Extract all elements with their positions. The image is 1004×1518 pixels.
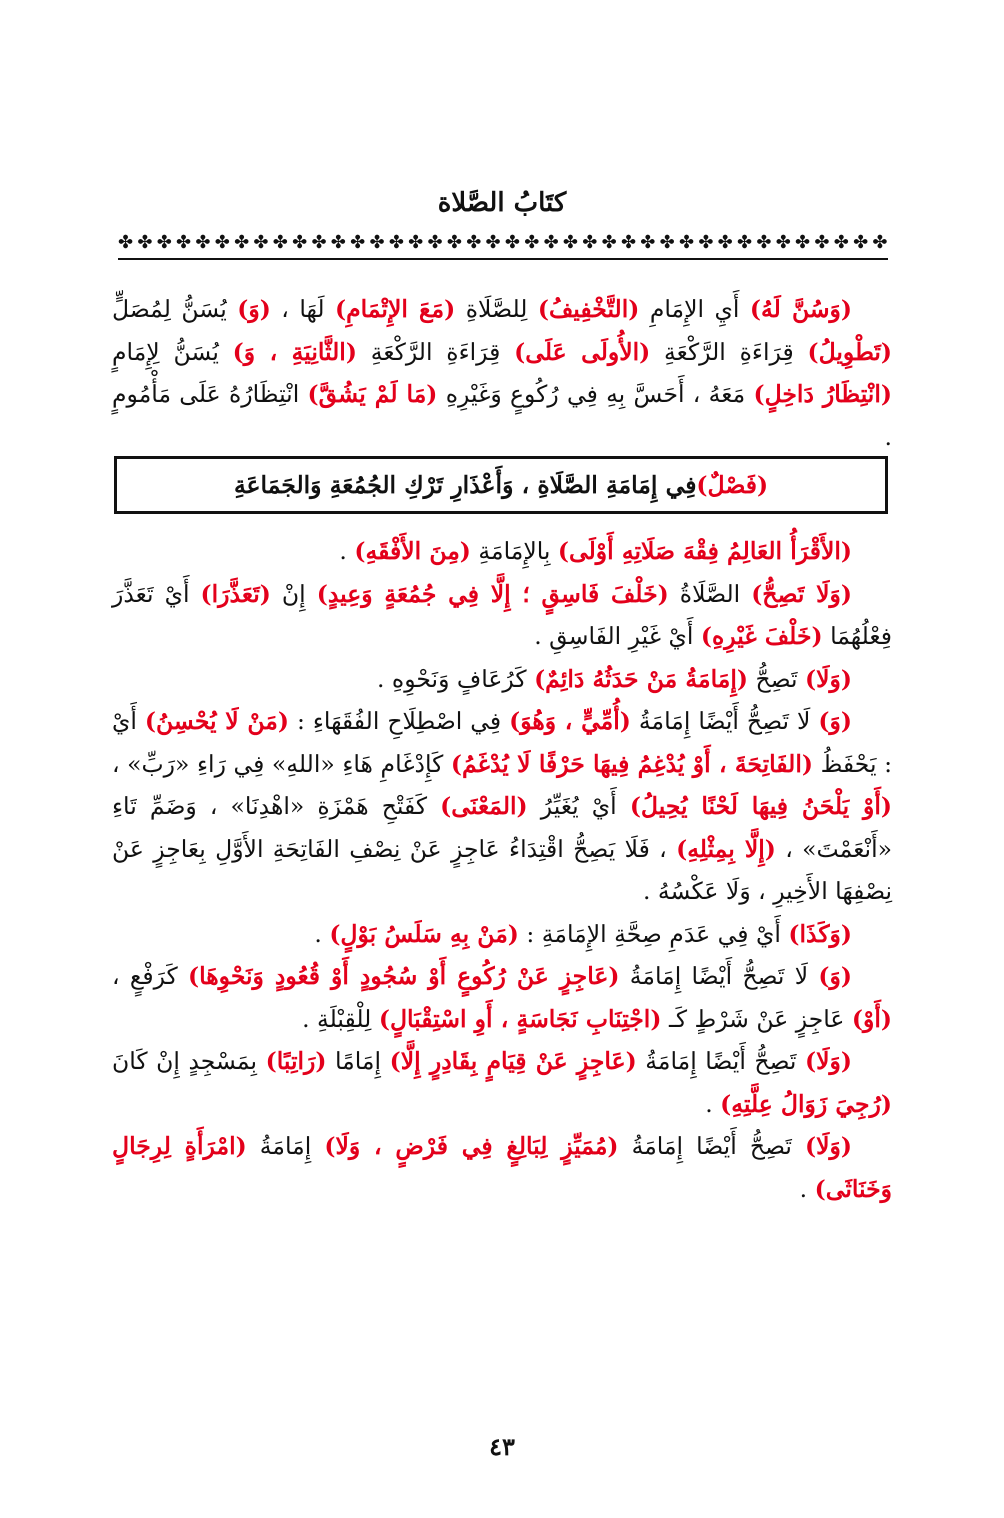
ornament-flower-icon: ✤ (195, 232, 211, 253)
sharh-text: أَيْ تَعَذَّرَ فِعْلُهُمَا (112, 579, 892, 650)
sharh-text: . (339, 537, 355, 565)
paragraph-3 (112, 573, 892, 658)
matn-text: (وَ) (818, 962, 852, 990)
running-header-title: كتَابُ الصَّلاة (437, 188, 567, 218)
ornament-flower-icon: ✤ (756, 232, 772, 253)
sharh-text: بِالإِمَامَةِ (470, 537, 558, 565)
ornament-flower-icon: ✤ (562, 232, 578, 253)
sharh-text: لِلْقِبْلَةِ . (302, 1004, 379, 1033)
matn-text: (الفَاتِحَةَ ، أَوْ يُدْغِمُ فِيهَا حَرْفًا لَا يُدْغَمُ) (450, 749, 813, 778)
ornament-flower-icon: ✤ (369, 232, 385, 253)
matn-text: (رَاتِبًا) (265, 1047, 327, 1075)
ornament-flower-icon: ✤ (311, 232, 327, 253)
ornament-flower-icon: ✤ (466, 232, 482, 253)
fasl-title: فِي إِمَامَةِ الصَّلَاةِ ، وَأَعْذَارِ تَرْكِ الجُمُعَةِ وَالجَمَاعَةِ (233, 471, 697, 499)
sharh-text: بِمَسْجِدٍ إِنْ كَانَ (112, 1047, 266, 1075)
ornament-flower-icon: ✤ (853, 232, 869, 253)
ornament-flower-icon: ✤ (330, 232, 346, 253)
matn-text: (اجْتِنَابِ نَجَاسَةٍ ، أَوِ اسْتِقْبَالٍ) (378, 1004, 662, 1033)
sharh-text: قِرَاءَةِ الرَّكْعَةِ (356, 337, 515, 366)
matn-text: (رُجِيَ زَوَالُ عِلَّتِهِ) (720, 1089, 892, 1118)
sharh-text: أَيْ : يَحْفَظُ (112, 707, 892, 778)
sharh-text: مَعَهُ ، أَحَسَّ بِهِ فِي رُكُوعٍ وَغَيْرِهِ (437, 380, 754, 408)
matn-text: (مِنَ الأَفْقَهِ) (354, 537, 471, 565)
sharh-text: كَرَفْعٍ ، (112, 962, 189, 990)
sharh-text: قِرَاءَةِ الرَّكْعَةِ (650, 337, 808, 366)
ornament-flower-icon: ✤ (156, 232, 172, 253)
ornament-flower-icon: ✤ (253, 232, 269, 253)
matn-text: (انْتِظَارُ دَاخِلٍ) (753, 380, 892, 408)
paragraph-8 (112, 1040, 892, 1125)
ornament-flower-icon: ✤ (543, 232, 559, 253)
matn-text: (إِمَامَةُ مَنْ حَدَثُهُ دَائِمٌ) (534, 664, 748, 693)
ornament-flower-icon: ✤ (524, 232, 540, 253)
sharh-text: لَا تَصِحُّ أَيْضًا إِمَامَةُ (630, 707, 819, 735)
paragraph-6 (112, 913, 892, 956)
matn-text: (وَ) (818, 707, 852, 735)
main-body (112, 530, 892, 1210)
sharh-text: فِي اصْطِلَاحِ الفُقَهَاءِ : (288, 707, 510, 735)
ornament-flower-icon: ✤ (485, 232, 501, 253)
sharh-text: أَيِ الإِمَامِ (639, 295, 750, 323)
sharh-text: الصَّلَاةُ (668, 579, 752, 608)
matn-text: (خَلْفَ فَاسِقٍ ؛ إِلَّا فِي جُمُعَةٍ وَعِيدٍ) (316, 579, 669, 608)
sharh-text: يُسَنُّ لِإِمَامٍ (112, 337, 233, 366)
fasl-label: (فَصْلٌ) (696, 471, 769, 499)
matn-text: (أُمِّيٍّ ، وَهُوَ) (509, 707, 631, 735)
paragraph-5 (112, 700, 892, 913)
sharh-text: يُسَنُّ لِمُصَلٍّ (112, 295, 238, 323)
matn-text: (عَاجِزٍ عَنْ رُكُوعٍ أَوْ سُجُودٍ أَوْ قُعُودٍ وَنَحْوِهَا) (188, 962, 620, 990)
ornament-flower-icon: ✤ (795, 232, 811, 253)
ornament-flower-icon: ✤ (272, 232, 288, 253)
matn-text: (التَّخْفِيفُ) (537, 295, 640, 323)
paragraph-2 (112, 530, 892, 573)
page-number: ٤٣ (489, 1432, 515, 1461)
matn-text: (تَعَذَّرَا) (200, 579, 271, 608)
ornament-flower-icon: ✤ (408, 232, 424, 253)
ornament-flower-icon: ✤ (814, 232, 830, 253)
sharh-text: أَيْ يُغَيِّرُ (527, 792, 630, 820)
ornament-flower-icon: ✤ (678, 232, 695, 253)
ornament-flower-icon: ✤ (833, 232, 849, 253)
matn-text: (مَا لَمْ يَشُقَّ) (307, 380, 438, 408)
ornament-flower-icon: ✤ (234, 232, 250, 253)
matn-text: (خَلْفَ غَيْرِهِ) (700, 622, 823, 650)
matn-text: (امْرَأَةٍ لِرِجَالٍ وَخَنَاثَى) (112, 1132, 892, 1203)
matn-text: (وَسُنَّ لَهُ) (749, 295, 853, 323)
ornament-flower-icon: ✤ (620, 232, 637, 253)
ornament-flower-icon: ✤ (214, 232, 230, 253)
matn-text: (عَاجِزٍ عَنْ قِيَامٍ بِقَادِرٍ إِلَّا) (389, 1047, 637, 1075)
matn-text: (الأُولَى عَلَى) (514, 337, 651, 366)
sharh-text: لَا تَصِحُّ أَيْضًا إِمَامَةُ (619, 962, 819, 990)
ornament-flower-icon: ✤ (350, 232, 366, 253)
ornament-flower-icon: ✤ (698, 232, 714, 253)
sharh-text: أَيْ فِي عَدَمِ صِحَّةِ الإِمَامَةِ : (518, 919, 789, 948)
ornament-flower-icon: ✤ (446, 232, 462, 253)
matn-text: (وَلَا) (805, 1047, 853, 1075)
header-ornament-border (118, 228, 888, 260)
sharh-text: . (799, 1174, 815, 1203)
sharh-text: كَرُعَافٍ وَنَحْوِهِ . (376, 664, 535, 693)
sharh-text: أَيْ غَيْرِ الفَاسِقِ . (534, 622, 701, 650)
sharh-text: لِلصَّلَاةِ (455, 295, 538, 323)
matn-text: (تَطْوِيلُ) (807, 337, 893, 366)
ornament-flower-icon: ✤ (427, 232, 443, 253)
matn-text: (وَلَا) (804, 1132, 852, 1160)
sharh-text: كَفَتْحِ هَمْزَةِ «اهْدِنَا» ، وَضَمِّ تَاءِ «أَنْعَمْتَ» ، (112, 792, 893, 863)
sharh-text: انْتِظَارُهُ عَلَى مَأْمُومٍ . (112, 380, 892, 451)
ornament-flower-icon: ✤ (659, 232, 675, 253)
sharh-text: كَإِدْغَامِ هَاءِ «اللهِ» فِي رَاءِ «رَبِّ» ، (112, 749, 451, 778)
matn-text: (وَلَا) (805, 664, 852, 693)
ornament-flower-icon: ✤ (775, 232, 791, 253)
matn-text: (وَ) (237, 295, 271, 323)
paragraph-1 (112, 288, 892, 458)
sharh-text: ، فَلَا يَصِحُّ اقْتِدَاءُ عَاجِزٍ عَنْ نِصْفِ الفَاتِحَةِ الأَوَّلِ بِعَاجِزٍ عَنْ نِصْفِهَا الأَخِيرِ ، وَلَا عَكْسُهُ . (112, 834, 892, 905)
sharh-text: تَصِحُّ (747, 664, 805, 693)
sharh-text: إِنْ (270, 579, 317, 608)
ornament-flower-icon: ✤ (292, 232, 308, 253)
ornament-flower-icon: ✤ (582, 232, 598, 253)
matn-text: (أَوْ يَلْحَنُ فِيهَا لَحْنًا يُحِيلُ) (629, 792, 893, 820)
sharh-text: إِمَامًا (326, 1047, 390, 1075)
matn-text: (الأَقْرَأُ العَالِمُ فِقْهَ صَلَاتِهِ أَوْلَى) (557, 537, 852, 565)
ornament-flower-icon: ✤ (176, 232, 192, 253)
sharh-text: عَاجِزٍ عَنْ شَرْطٍ كَـ (661, 1004, 852, 1033)
matn-text: (المَعْنَى) (440, 792, 528, 820)
matn-text: (أَوْ) (851, 1004, 892, 1033)
ornament-flower-icon: ✤ (737, 232, 753, 253)
ornament-flower-icon: ✤ (118, 232, 134, 253)
sharh-text: إِمَامَةُ (246, 1132, 325, 1160)
ornament-flower-icon: ✤ (872, 232, 888, 253)
paragraph-7 (112, 955, 892, 1040)
ornament-flower-icon: ✤ (640, 232, 656, 253)
matn-text: (مُمَيِّزٍ لِبَالِغٍ فِي فَرْضٍ ، وَلَا) (324, 1132, 619, 1160)
chapter-heading-box (114, 456, 888, 514)
ornament-flower-icon: ✤ (601, 232, 617, 253)
sharh-text: . (705, 1089, 721, 1118)
ornament-flower-icon: ✤ (137, 232, 153, 253)
sharh-text: تَصِحُّ أَيْضًا إِمَامَةُ (636, 1047, 806, 1075)
ornament-flower-icon: ✤ (388, 232, 404, 253)
matn-text: (مَنْ لَا يُحْسِنُ) (144, 707, 289, 735)
matn-text: (إِلَّا بِمِثْلِهِ) (676, 834, 776, 863)
ornament-flower-icon: ✤ (504, 232, 520, 253)
paragraph-9 (112, 1125, 892, 1210)
matn-text: (الثَّانِيَةِ ، وَ) (232, 337, 357, 366)
sharh-text: لَهَا ، (270, 295, 335, 323)
matn-text: (مَعَ الإِتْمَامِ) (334, 295, 456, 323)
sharh-text: . (314, 919, 330, 948)
matn-text: (وَكَذَا) (788, 919, 852, 948)
ornament-flower-icon: ✤ (717, 232, 733, 253)
matn-text: (وَلَا تَصِحُّ) (751, 579, 852, 608)
sharh-text: تَصِحُّ أَيْضًا إِمَامَةُ (618, 1132, 805, 1160)
matn-text: (مَنْ بِهِ سَلَسُ بَوْلٍ) (329, 919, 519, 948)
paragraph-4 (112, 658, 892, 701)
